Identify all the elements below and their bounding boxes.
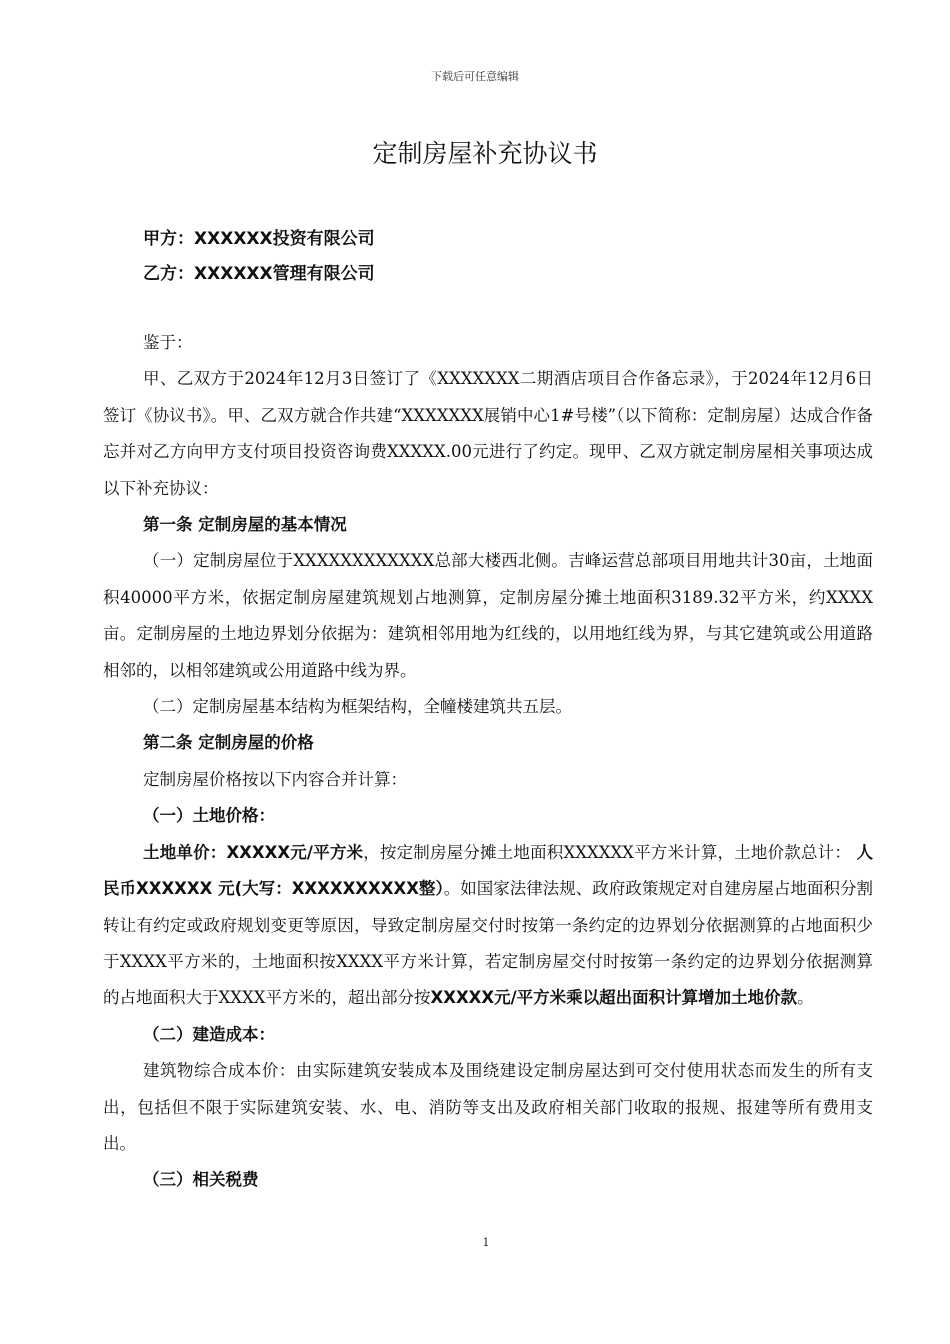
- article-1-item-1: （一）定制房屋位于XXXXXXXXXXXX总部大楼西北侧。吉峰运营总部项目用地共计30亩，土地面积40000平方米，依据定制房屋建筑规划占地测算，定制房屋分摊土地面积3189.32平方米，约XXXX亩。定制房屋的土地边界划分依据为：建筑相邻用地为红线的，以用地红线为界，与其它建筑或公用道路相邻的，以相邻建筑或公用道路中线为界。: [103, 551, 873, 680]
- construction-cost-heading: （二）建造成本：: [143, 1024, 275, 1044]
- land-price-text-1: ，按定制房屋分摊土地面积XXXXXX平方米计算，土地价款总计：: [363, 842, 852, 862]
- land-price-paragraph: [103, 835, 873, 1017]
- page-number: 1: [482, 1236, 490, 1249]
- construction-cost-paragraph: 建筑物综合成本价：由实际建筑安装成本及围绕建设定制房屋达到可交付使用状态而发生的所有支出，包括但不限于实际建筑安装、水、电、消防等支出及政府相关部门收取的报规、报建等所有费用支出。: [103, 1061, 873, 1153]
- land-total-price: 人民币XXXXXX 元(大写：XXXXXXXXXX整）: [103, 842, 873, 899]
- land-price-end: 。: [797, 988, 814, 1008]
- land-price-heading: （一）土地价格：: [143, 806, 275, 826]
- land-price-text-2: 。如国家法律法规、政府政策规定对自建房屋占地面积分割转让有约定或政府规划变更等原因，导致定制房屋交付时按第一条约定的边界划分依据测算的占地面积少于XXXX平方米的，土地面积按XXXX平方米计算，若定制房屋交付时按第一条约定的边界划分依据测算的占地面积大于XXXX平方米的，超出部分按: [103, 879, 873, 1008]
- whereas-label: 鉴于：: [143, 333, 193, 352]
- land-unit-price: 土地单价：XXXXX元/平方米: [143, 842, 364, 862]
- article-1-item-2: （二）定制房屋基本结构为框架结构，全幢楼建筑共五层。: [143, 697, 572, 717]
- land-excess-rule: XXXXX元/平方米乘以超出面积计算增加土地价款: [430, 988, 798, 1008]
- article-1-heading: 第一条 定制房屋的基本情况: [143, 515, 347, 535]
- party-b: 乙方：XXXXXX管理有限公司: [143, 264, 375, 284]
- taxes-heading: （三）相关税费: [143, 1170, 259, 1190]
- article-2-intro: 定制房屋价格按以下内容合并计算：: [143, 769, 407, 789]
- intro-paragraph: 甲、乙双方于2024年12月3日签订了《XXXXXXX二期酒店项目合作备忘录》，于2024年12月6日签订《协议书》。甲、乙双方就合作共建“XXXXXXX展销中心1#号楼”（以下简称：定制房屋）达成合作备忘并对乙方向甲方支付项目投资咨询费XXXXX.00元进行了约定。现甲、乙双方就定制房屋相关事项达成以下补充协议：: [103, 369, 873, 498]
- document-title: 定制房屋补充协议书: [372, 139, 598, 168]
- party-a: 甲方：XXXXXX投资有限公司: [143, 229, 375, 249]
- article-2-heading: 第二条 定制房屋的价格: [143, 733, 314, 753]
- document-body: [103, 325, 873, 1199]
- header-note: 下载后可任意编辑: [431, 70, 519, 83]
